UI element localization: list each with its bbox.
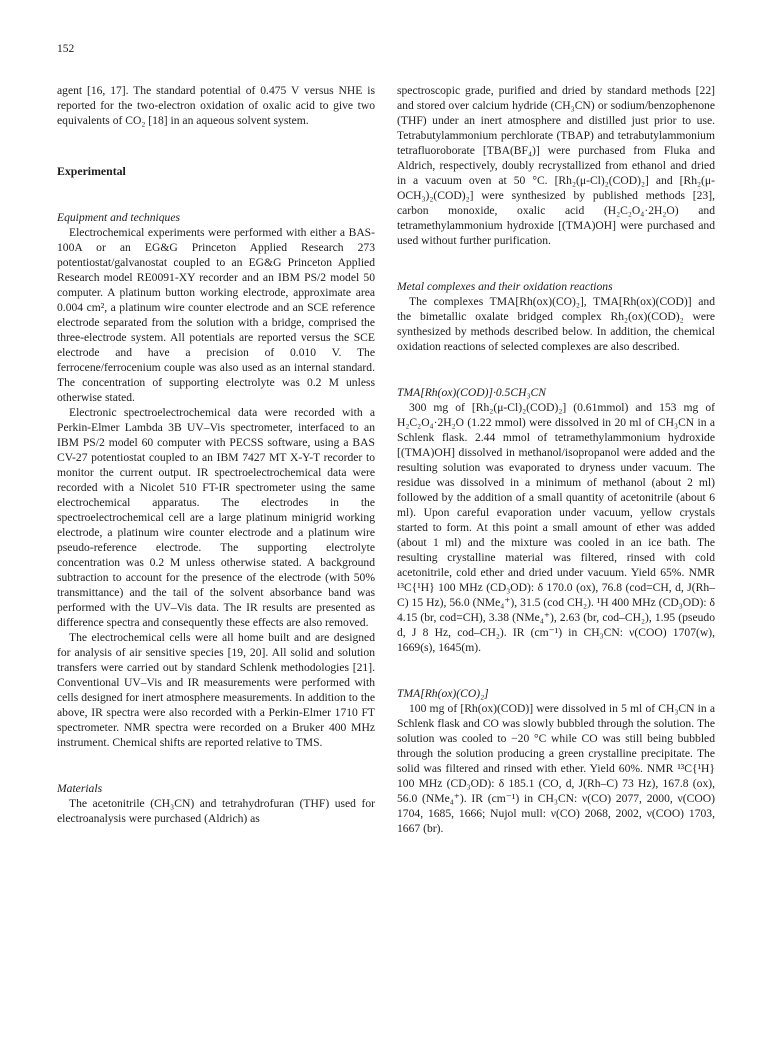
metal-complexes-paragraph: The complexes TMA[Rh(ox)(CO)₂], TMA[Rh(ox)(COD)] and the bimetallic oxalate bridged complex Rh₂(ox)(COD)₂ were synthesized by methods described below. In addition, the chemical oxidation reactions of selected complexes are also described.	[397, 295, 715, 353]
left-column	[57, 83, 375, 826]
equipment-paragraph-1: Electrochemical experiments were performed with either a BAS-100A or an EG&G Princeton Applied Research 273 potentiostat/galvanostat coupled to an EG&G Princeton Applied Research model RE0091-XY recorder and an IBM PS/2 model 50 computer. A platinum button working electrode, approximate area 0.004 cm², a platinum wire counter electrode and an SCE reference electrode separated from the solution with a bridge, comprised the three-electrode system. All potentials are reported versus the SCE electrode and have a precision of 0.010 V. The ferrocene/ferrocenium couple was also used as an internal standard. The concentration of supporting electrolyte was 0.2 M unless otherwise stated.	[57, 226, 375, 404]
cod-complex-paragraph: 300 mg of [Rh₂(μ-Cl)₂(COD)₂] (0.61mmol) and 153 mg of H₂C₂O₄·2H₂O (1.22 mmol) were dissolved in 20 ml of CH₃CN in a Schlenk flask. 2.44 mmol of tetramethylammonium hydroxide [(TMA)OH] dissolved in methanol/isopropanol were added and the resulting solution was evaporated to dryness under vacuum. The residue was dissolved in a minimum of methanol (about 2 ml) followed by the addition of a small quantity of acetonitrile (about 6 ml). Upon careful evaporation under vacuum, yellow crystals started to form. At this point a small amount of ether was added (about 1 ml) and the mixture was cooled in an ice bath. The resulting crystalline material was filtered, rinsed with cold acetonitrile, cold ether and dried under vacuum. Yield 65%. NMR ¹³C{¹H} 100 MHz (CD₃OD): δ 170.0 (ox), 76.8 (cod=CH, d, J(Rh–C) 15 Hz), 56.0 (NMe₄⁺), 31.5 (cod CH₂). ¹H 400 MHz (CD₃OD): δ 4.15 (br, cod=CH), 3.38 (NMe₄⁺), 2.63 (br, cod–CH₂), 1.95 (pseudo d, J 8 Hz, cod–CH₂). IR (cm⁻¹) in CH₃CN: ν(COO) 1707(w), 1669(s), 1645(m).	[397, 401, 715, 654]
right-column	[397, 83, 715, 836]
co-complex-paragraph: 100 mg of [Rh(ox)(COD)] were dissolved in 5 ml of CH₃CN in a Schlenk flask and CO was slowly bubbled through the solution. The solution was cooled to −20 °C while CO was still being bubbled through the solution producing a green crystalline precipitate. The solid was filtered and rinsed with ether. Yield 60%. NMR ¹³C{¹H} 100 MHz (CD₃OD): δ 185.1 (CO, d, J(Rh–C) 73 Hz), 167.8 (ox), 56.0 (NMe₄⁺). IR (cm⁻¹) in CH₃CN: ν(CO) 2077, 2000, ν(COO) 1704, 1685, 1666; Nujol mull: ν(CO) 2068, 2002, ν(COO) 1703, 1667 (br).	[397, 702, 715, 835]
page-number: 152	[57, 43, 75, 55]
materials-continued: spectroscopic grade, purified and dried by standard methods [22] and stored over calcium hydride (CH₃CN) or sodium/benzophenone (THF) under an inert atmosphere and distilled just prior to use. Tetrabutylammonium perchlorate (TBAP) and tetrabutylammonium tetrafluoroborate [TBA(BF₄)] were purchased from Fluka and Aldrich, respectively, doubly recrystallized from ethanol and dried in a vacuum oven at 50 °C. [Rh₂(μ-Cl)₂(COD)₂] and [Rh₂(μ-OCH₃)₂(COD)₂] were synthesized by published methods [23], carbon monoxide, oxalic acid (H₂C₂O₄·2H₂O) and tetramethylammonium hydroxide [(TMA)OH] were purchased and used without further purification.	[397, 84, 715, 247]
equipment-paragraph-2: Electronic spectroelectrochemical data were recorded with a Perkin-Elmer Lambda 3B UV–Vis spectrometer, interfaced to an IBM PS/2 model 60 computer with PECSS software, using a BAS CV-27 potentiostat coupled to an IBM 7427 MT X-Y-T recorder to monitor the current output. IR spectroelectrochemical data were recorded with a Nicolet 510 FT-IR spectrometer using the same electrochemical apparatus. The electrodes in the spectroelectrochemical cell are a large platinum minigrid working electrode, a platinum wire counter electrode and a platinum wire pseudo-reference electrode. The supporting electrolyte concentration was 0.2 M unless otherwise stated. A background subtraction to account for the presence of the electrode (with 50% transmittance) and the tail of the solvent absorbance band was performed with the UV–Vis data. The IR results are presented as difference spectra and consequently these effects are also removed.	[57, 406, 375, 629]
cod-complex-heading: TMA[Rh(ox)(COD)]·0.5CH₃CN	[397, 386, 546, 399]
materials-heading: Materials	[57, 782, 103, 795]
equipment-paragraph-3: The electrochemical cells were all home built and are designed for analysis of air sensitive species [19, 20]. All solid and solution transfers were carried out by standard Schlenk methodologies [21]. Conventional UV–Vis and IR measurements were performed with cells designed for inert atmosphere measurements. In addition to the above, IR spectra were also recorded with a Perkin-Elmer 1710 FT spectrometer. NMR spectra were recorded on a Bruker 400 MHz instrument. Chemical shifts are reported relative to TMS.	[57, 631, 375, 749]
metal-complexes-heading: Metal complexes and their oxidation reactions	[397, 280, 613, 293]
co-complex-heading: TMA[Rh(ox)(CO)₂]	[397, 687, 489, 700]
intro-paragraph: agent [16, 17]. The standard potential of 0.475 V versus NHE is reported for the two-electron oxidation of oxalic acid to give two equivalents of CO₂ [18] in an aqueous solvent system.	[57, 84, 375, 127]
materials-paragraph: The acetonitrile (CH₃CN) and tetrahydrofuran (THF) used for electroanalysis were purchased (Aldrich) as	[57, 797, 375, 825]
equipment-heading: Equipment and techniques	[57, 211, 180, 224]
experimental-heading: Experimental	[57, 164, 126, 178]
